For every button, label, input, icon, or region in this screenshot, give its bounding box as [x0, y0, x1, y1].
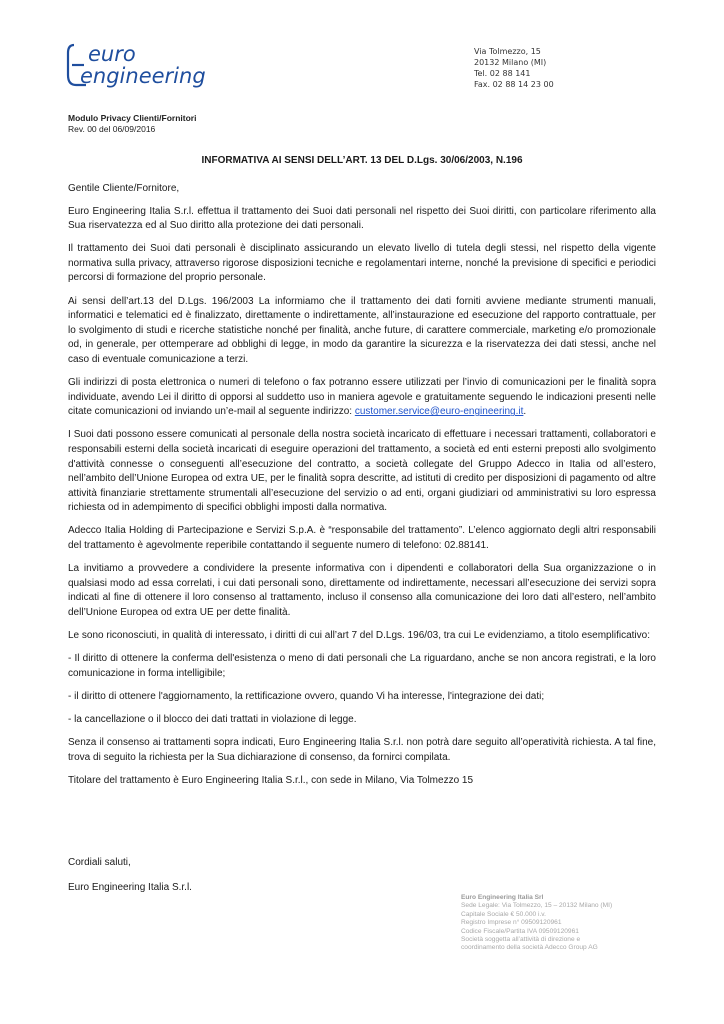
footer-line: Registro Imprese n° 09509120961: [461, 919, 562, 927]
address-fax: Fax. 02 88 14 23 00: [474, 80, 554, 89]
footer-line: Capitale Sociale € 50.000 i.v.: [461, 910, 546, 918]
footer-line: Sede Legale: Via Tolmezzo, 15 – 20132 Milano (MI): [461, 902, 613, 910]
module-revision: Rev. 00 del 06/09/2016: [68, 123, 156, 134]
address-phone: Tel. 02 88 141: [474, 69, 531, 78]
module-info: [68, 113, 196, 134]
module-title: Modulo Privacy Clienti/Fornitori: [68, 113, 197, 123]
address-street: Via Tolmezzo, 15: [474, 47, 541, 56]
company-address: [474, 46, 554, 90]
paragraph-9: Senza il consenso ai trattamenti sopra indicati, Euro Engineering Italia S.r.l. non potrà dare seguito all’operatività richiesta. A tal fine, trova di seguito la richiesta per la Sua dichiarazione di consenso, da fornirci compilata.: [68, 736, 656, 763]
rights-item-3: - la cancellazione o il blocco dei dati trattati in violazione di legge.: [68, 713, 357, 725]
address-city: 20132 Milano (MI): [474, 58, 547, 67]
company-logo: [66, 39, 216, 89]
paragraph-4: [68, 376, 656, 420]
footer-line: Codice Fiscale/Partita IVA 09509120961: [461, 927, 579, 935]
signature: Euro Engineering Italia S.r.l.: [68, 882, 192, 893]
company-footer: [461, 894, 612, 953]
paragraph-6: Adecco Italia Holding di Partecipazione e Servizi S.p.A. è “responsabile del trattamento”. L’elenco aggiornato degli altri responsabili del trattamento è agevolmente reperibile contattando il seguente numero di telefono: 02.88141.: [68, 525, 656, 551]
greeting: Gentile Cliente/Fornitore,: [68, 183, 180, 194]
rights-item-1: - Il diritto di ottenere la conferma dell'esistenza o meno di dati personali che La riguardano, anche se non ancora registrati, e la loro comunicazione in forma intelligibile;: [68, 653, 656, 679]
paragraph-2: Il trattamento dei Suoi dati personali è disciplinato assicurando un elevato livello di tutela degli stessi, nel rispetto della vigente normativa sulla privacy, attraverso rigorose disposizioni tecniche e regolamentari interne, nonché la previsione di specifici e periodici percorsi di formazione del proprio personale.: [68, 243, 656, 284]
paragraph-1: Euro Engineering Italia S.r.l. effettua il trattamento dei Suoi dati personali nel rispetto dei Suoi diritti, con particolare riferimento alla Sua riservatezza ed al Suo diritto alla protezione dei dati personali.: [68, 205, 656, 232]
logo-line-1: euro: [88, 42, 136, 66]
document-title: INFORMATIVA AI SENSI DELL’ART. 13 DEL D.Lgs. 30/06/2003, N.196: [201, 155, 523, 166]
document-body: [68, 182, 656, 797]
paragraph-3: Ai sensi dell’art.13 del D.Lgs. 196/2003 La informiamo che il trattamento dei dati forniti avviene mediante strumenti manuali, informatici e telematici ed è finalizzato, direttamente o indirettamente, all’instaurazione ed esecuzione del rapporto contrattuale, per lo svolgimento di studi e ricerche statistiche nonché per finalità, anche future, di carattere commerciale, marketing e/o promozionale od, in generale, per ottemperare ad obblighi di legge, in modo da garantire la sicurezza e la riservatezza dei dati stessi, anche nel caso di eventuale comunicazione a terzi.: [68, 295, 656, 365]
closing: [68, 856, 192, 906]
paragraph-5: I Suoi dati possono essere comunicati al personale della nostra società incaricato di effettuare i necessari trattamenti, collaboratori e responsabili esterni della società incaricati di eseguire operazioni del trattamento, a società ed enti esterni preposti allo svolgimento d'attività connesse o conseguenti all’esecuzione del contratto, a società collegate del Gruppo Adecco in Italia od all’estero, nell’ambito dell’Unione Europea od extra UE, per le finalità sopra descritte, ad istituti di credito per disposizioni di pagamento od altre attività finanziarie strettamente strumentali all’esecuzione del servizio o ad enti, organi giudiziari od amministrativi su loro espressa richiesta od in adempimento di specifici obblighi imposti dalla normativa.: [68, 429, 656, 514]
paragraph-10: Titolare del trattamento è Euro Engineering Italia S.r.l., con sede in Milano, Via Tolmezzo 15: [68, 774, 474, 786]
footer-line: coordinamento della società Adecco Group AG: [461, 944, 598, 952]
footer-title: Euro Engineering Italia Srl: [461, 894, 544, 901]
euro-engineering-logo-icon: [66, 39, 216, 89]
customer-service-email-link[interactable]: customer.service@euro-engineering.it: [354, 406, 524, 418]
paragraph-4-end: .: [523, 406, 527, 418]
paragraph-7: La invitiamo a provvedere a condividere la presente informativa con i dipendenti e collaboratori della Sua organizzazione o in qualsiasi modo ad essa correlati, i cui dati personali sono, direttamente od indirettamente, necessari all’esecuzione dei servizi sopra indicati al fine di ottenere il loro consenso al trattamento, incluso il consenso alla comunicazione dei loro dati all’estero, nell’ambito dell’Unione Europea od extra UE per dette finalità.: [68, 563, 656, 618]
paragraph-4-text: Gli indirizzi di posta elettronica o numeri di telefono o fax potranno essere utilizzati per l’invio di comunicazioni per le finalità sopra individuate, avendo Lei il diritto di opporsi al suddetto uso in maniera agevole e gratuitamente seguendo le indicazioni presenti nelle citate comunicazioni od inviando un’e-mail al seguente indirizzo:: [68, 377, 656, 418]
rights-item-2: - il diritto di ottenere l'aggiornamento, la rettificazione ovvero, quando Vi ha interesse, l'integrazione dei dati;: [68, 690, 545, 702]
footer-line: Società soggetta all’attività di direzione e: [461, 936, 581, 944]
logo-line-2: engineering: [80, 64, 206, 88]
salutation: Cordiali saluti,: [68, 857, 131, 868]
paragraph-8: Le sono riconosciuti, in qualità di interessato, i diritti di cui all’art 7 del D.Lgs. 196/03, tra cui Le evidenziamo, a titolo esemplificativo:: [68, 629, 650, 641]
